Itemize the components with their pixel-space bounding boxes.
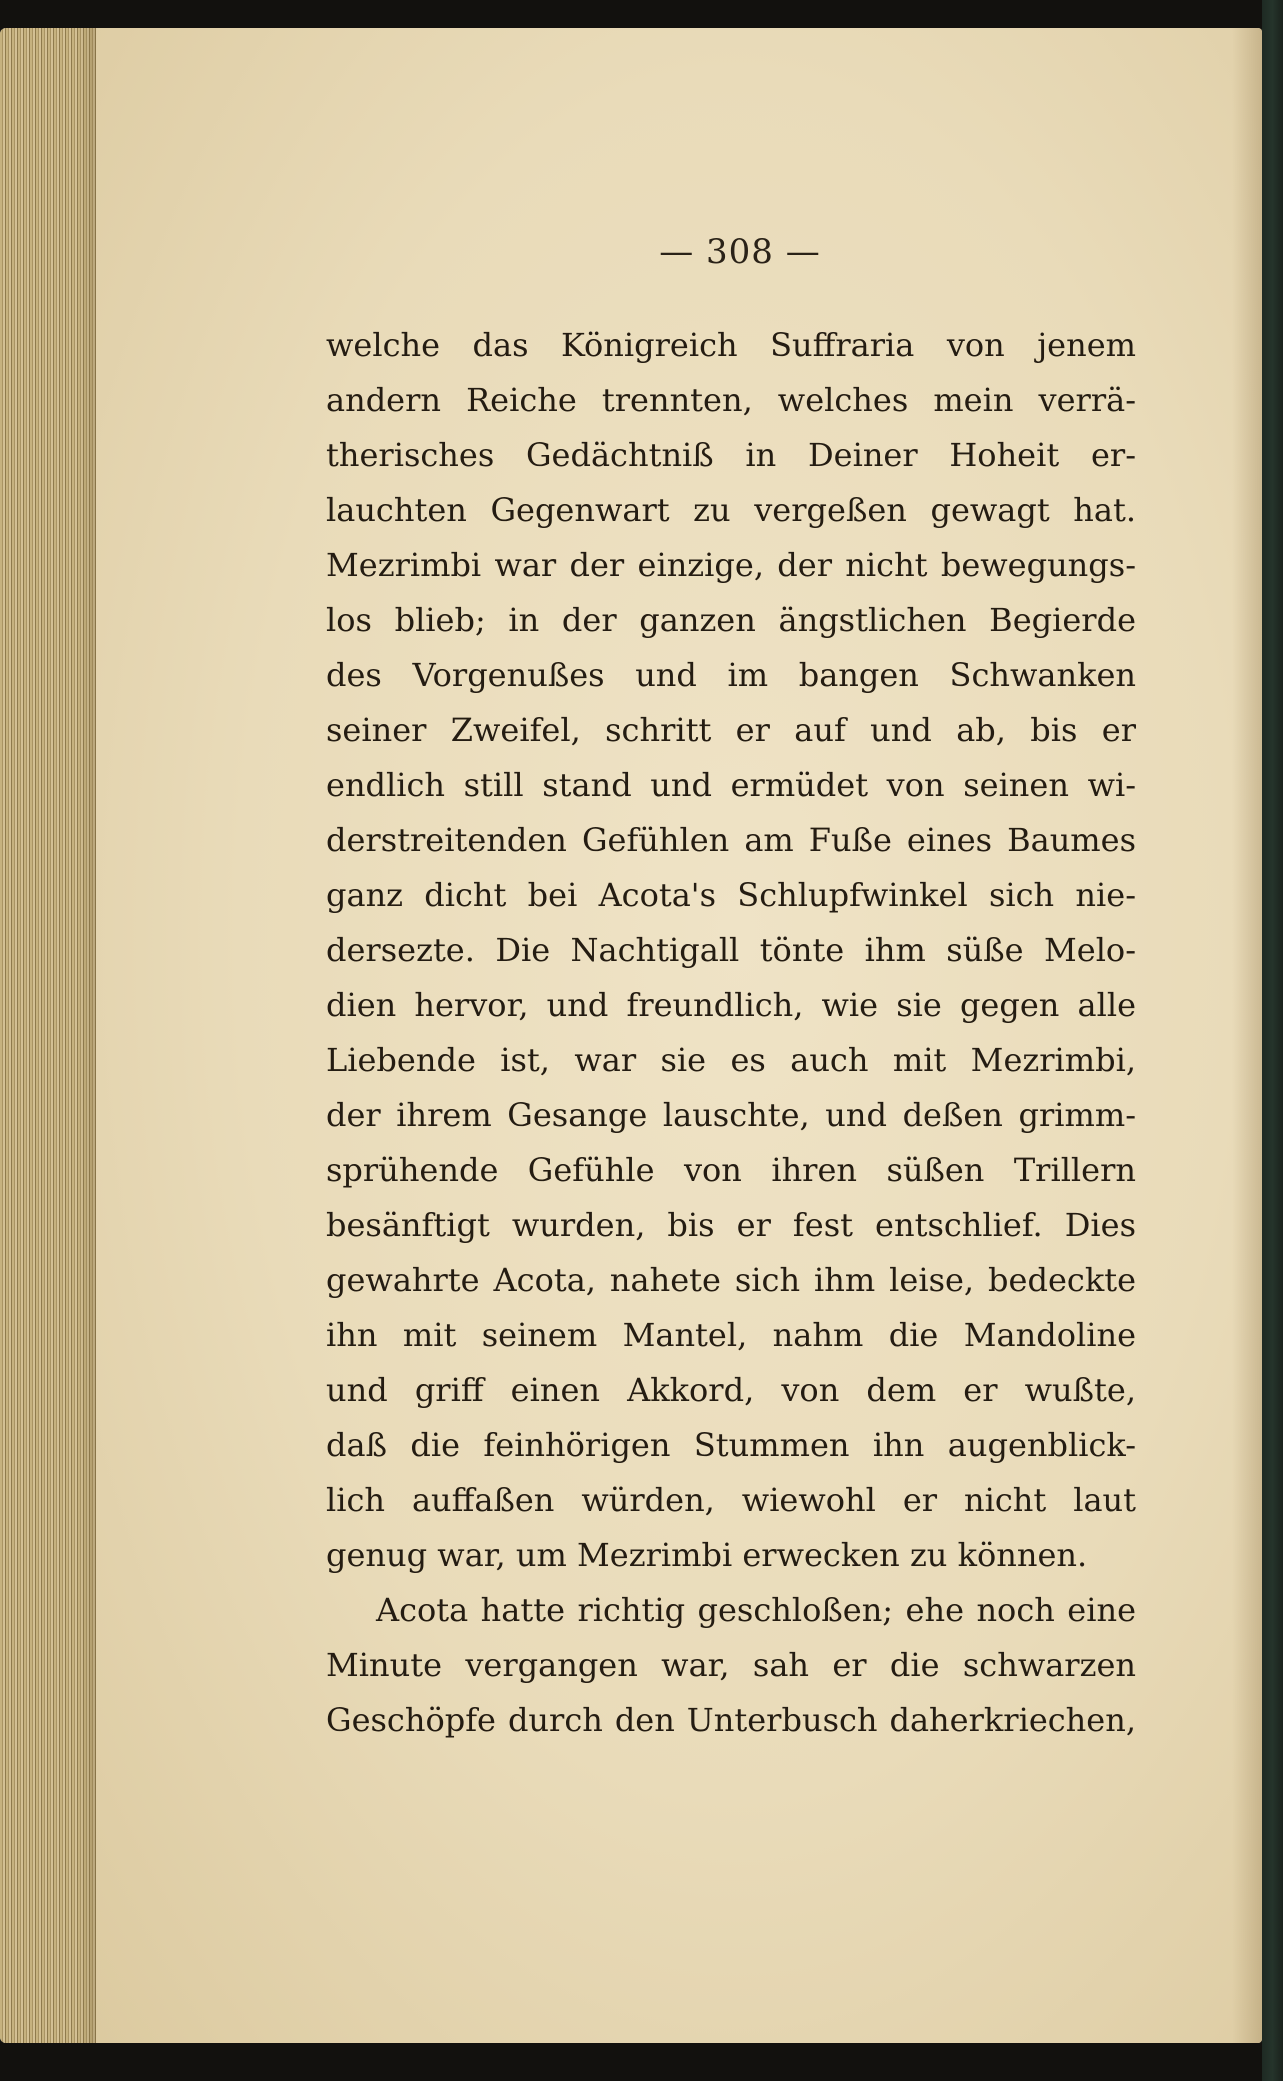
text-line: los blieb; in der ganzen ängstlichen Begierde <box>326 601 1136 639</box>
text-line: lauchten Gegenwart zu vergeßen gewagt hat. <box>326 491 1136 529</box>
text-line: und griff einen Akkord, von dem er wußte, <box>326 1371 1136 1409</box>
body-text <box>326 318 1136 1748</box>
text-line: therisches Gedächtniß in Deiner Hoheit er- <box>326 436 1136 474</box>
text-line: ganz dicht bei Acota's Schlupfwinkel sich nie- <box>326 876 1136 914</box>
text-line: sprühende Gefühle von ihren süßen Trillern <box>326 1151 1136 1189</box>
text-line: Mezrimbi war der einzige, der nicht bewegungs- <box>326 546 1136 584</box>
text-line: genug war, um Mezrimbi erwecken zu können. <box>326 1536 1088 1574</box>
text-line: des Vorgenußes und im bangen Schwanken <box>326 656 1136 694</box>
text-line: seiner Zweifel, schritt er auf und ab, bis er <box>326 711 1136 749</box>
paragraph-start-line: Acota hatte richtig geschloßen; ehe noch eine <box>376 1591 1136 1629</box>
text-line: daß die feinhörigen Stummen ihn augenblick- <box>326 1426 1136 1464</box>
text-line: welche das Königreich Suffraria von jenem <box>326 326 1136 364</box>
book-cover-edge <box>1262 0 1283 2081</box>
text-line: lich auffaßen würden, wiewohl er nicht laut <box>326 1481 1136 1519</box>
text-line: dersezte. Die Nachtigall tönte ihm süße Melo- <box>326 931 1136 969</box>
text-line: Minute vergangen war, sah er die schwarzen <box>326 1646 1136 1684</box>
text-line: ihn mit seinem Mantel, nahm die Mandoline <box>326 1316 1136 1354</box>
text-line: der ihrem Gesange lauschte, und deßen grimm- <box>326 1096 1136 1134</box>
page-number: — 308 — <box>659 232 821 272</box>
text-line: andern Reiche trennten, welches mein verrä- <box>326 381 1136 419</box>
text-line: dien hervor, und freundlich, wie sie gegen alle <box>326 986 1136 1024</box>
text-line: Liebende ist, war sie es auch mit Mezrimbi, <box>326 1041 1136 1079</box>
text-line: besänftigt wurden, bis er fest entschlief. Dies <box>326 1206 1136 1244</box>
text-line: Geschöpfe durch den Unterbusch daherkriechen, <box>326 1701 1136 1739</box>
text-line: derstreitenden Gefühlen am Fuße eines Baumes <box>326 821 1136 859</box>
text-line: endlich still stand und ermüdet von seinen wi- <box>326 766 1136 804</box>
page-edges <box>0 28 100 2043</box>
text-line: gewahrte Acota, nahete sich ihm leise, bedeckte <box>326 1261 1136 1299</box>
